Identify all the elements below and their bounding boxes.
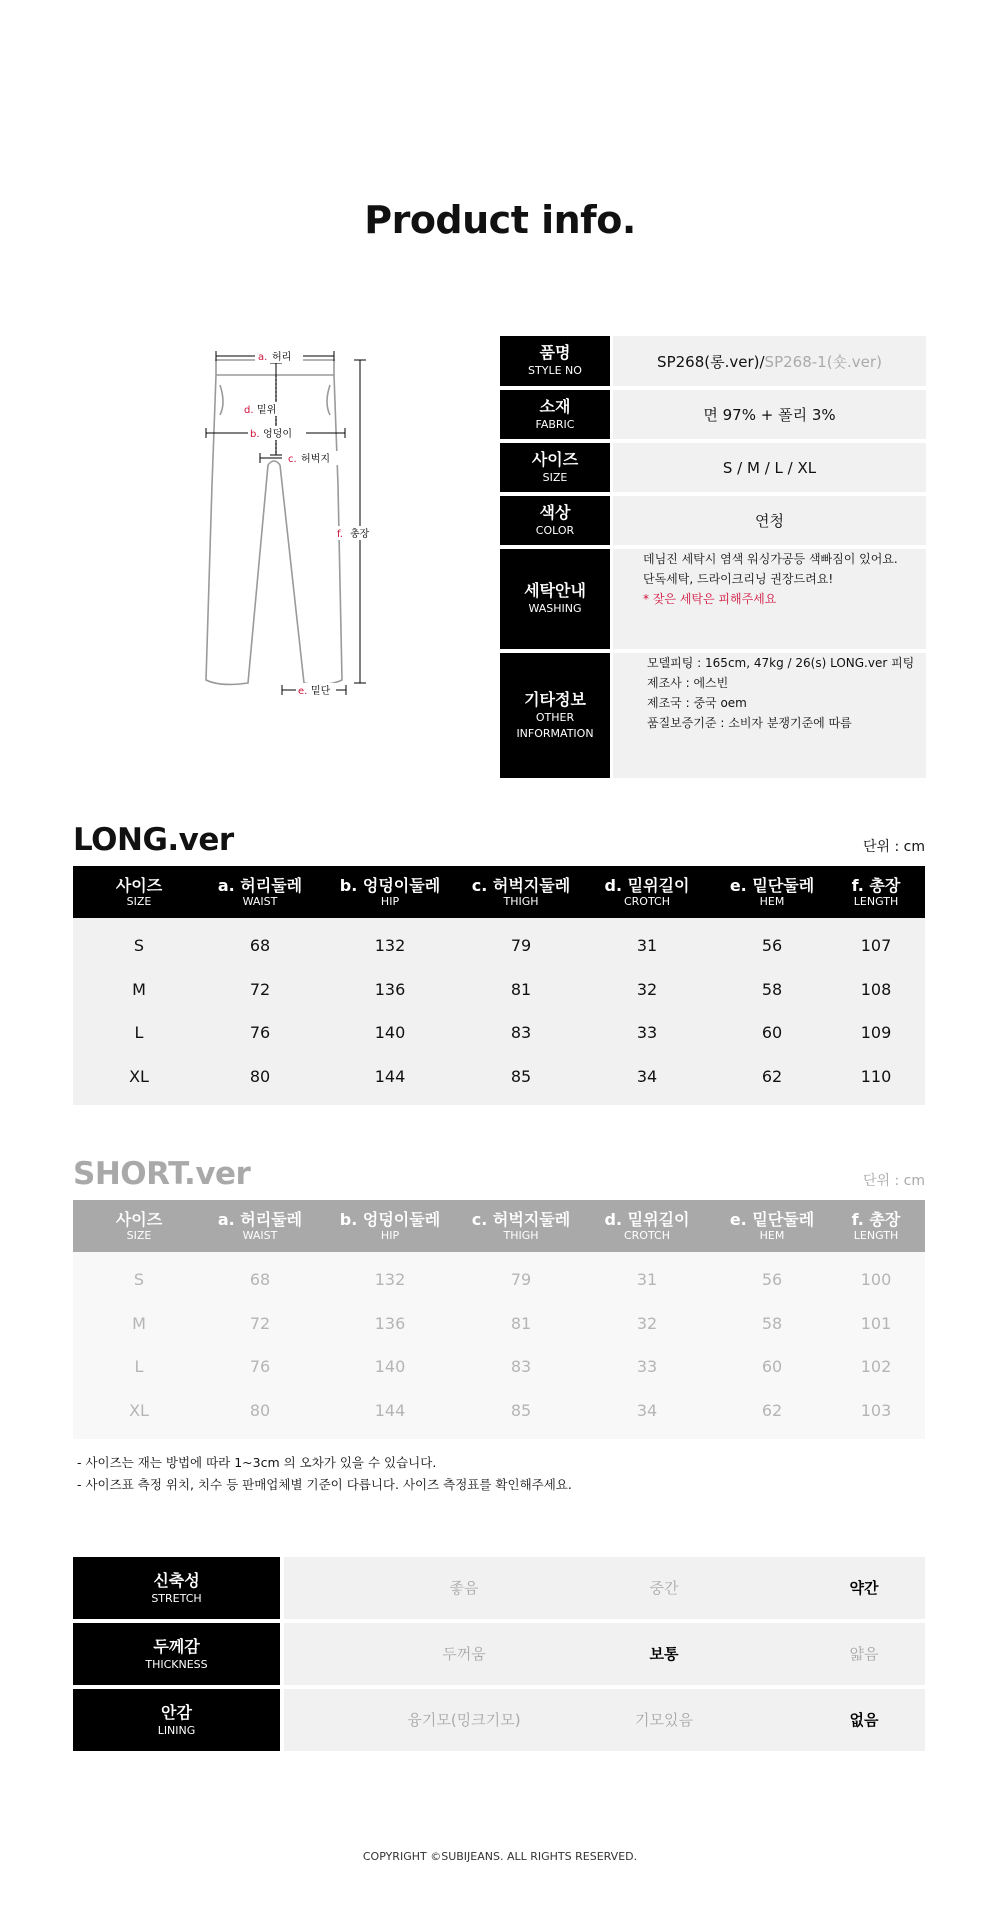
long-section-title: LONG.ver (73, 822, 234, 858)
table-cell: S (133, 1270, 145, 1290)
info-row-color (500, 496, 926, 545)
table-cell: 83 (510, 1357, 532, 1377)
column-header-ko: b. 엉덩이둘레 (339, 1209, 441, 1229)
table-cell: 68 (249, 1270, 271, 1290)
info-head-washing (500, 549, 610, 649)
info-head-en: INFORMATION (516, 726, 594, 740)
style-no-short: SP268-1(숏.ver) (764, 352, 882, 371)
table-row (73, 1302, 925, 1346)
other-line-4: 품질보증기준 : 소비자 분쟁기준에 따름 (647, 716, 852, 730)
table-cell: M (132, 979, 146, 999)
long-unit-label: 단위 : cm (862, 839, 925, 855)
column-header-en: THIGH (503, 894, 539, 908)
column-header-en: HIP (380, 1228, 400, 1242)
column-header-ko: c. 허벅지둘레 (471, 875, 571, 895)
size-notes (77, 1452, 572, 1496)
property-head-ko: 두께감 (153, 1636, 200, 1656)
property-head-ko: 신축성 (153, 1570, 200, 1590)
table-cell: 60 (761, 1023, 783, 1043)
property-row (73, 1557, 925, 1619)
property-option: 두꺼움 (442, 1645, 486, 1663)
info-head-ko: 사이즈 (531, 449, 579, 469)
table-cell: 101 (860, 1313, 892, 1333)
column-header (73, 1200, 205, 1252)
table-row (73, 1011, 925, 1055)
column-header (205, 1200, 315, 1252)
table-cell: 56 (761, 1270, 783, 1290)
column-header-ko: a. 허리둘레 (217, 875, 303, 895)
column-header-en: SIZE (126, 1228, 152, 1242)
product-info-table (500, 336, 926, 782)
f-letter: f. (337, 529, 343, 540)
e-letter: e. (298, 686, 308, 697)
info-row-fabric (500, 390, 926, 439)
info-head-en: OTHER (535, 710, 575, 724)
column-header-ko: b. 엉덩이둘레 (339, 875, 441, 895)
table-row (73, 1345, 925, 1389)
column-header (465, 1200, 577, 1252)
washing-line-1: 데님진 세탁시 염색 워싱가공등 색빠짐이 있어요. (643, 552, 898, 566)
table-cell: 32 (636, 1313, 658, 1333)
table-cell: 108 (860, 979, 892, 999)
column-header (577, 866, 717, 918)
info-head-en: STYLE NO (528, 364, 582, 377)
e-label: 밑단 (311, 686, 331, 697)
property-head-en: THICKNESS (145, 1657, 208, 1671)
table-cell: 136 (374, 1313, 406, 1333)
table-cell: 102 (860, 1357, 892, 1377)
table-cell: 31 (636, 1270, 658, 1290)
other-line-1: 모델피팅 : 165cm, 47kg / 26(s) LONG.ver 피팅 (647, 656, 915, 670)
short-table-body (73, 1252, 925, 1439)
info-row-style-no (500, 336, 926, 386)
table-row (73, 924, 925, 968)
property-head (73, 1557, 280, 1619)
column-header (73, 866, 205, 918)
column-header (827, 1200, 925, 1252)
column-header-en: WAIST (242, 1228, 278, 1242)
property-options (284, 1689, 925, 1751)
table-cell: 62 (761, 1066, 783, 1086)
table-cell: 81 (510, 1313, 532, 1333)
short-table-header (73, 1200, 925, 1252)
column-header-en: LENGTH (853, 894, 899, 908)
table-cell: 60 (761, 1357, 783, 1377)
table-cell: 79 (510, 936, 532, 956)
style-no-long: SP268(롱.ver)/ (657, 352, 765, 371)
column-header-ko: d. 밑위길이 (604, 1209, 690, 1229)
washing-line-2: 단독세탁, 드라이크리닝 권장드려요! (643, 572, 834, 586)
info-head-fabric (500, 390, 610, 439)
column-header-en: WAIST (242, 894, 278, 908)
table-cell: 85 (510, 1066, 532, 1086)
table-row (73, 968, 925, 1012)
column-header-en: THIGH (503, 1228, 539, 1242)
info-row-size (500, 443, 926, 492)
table-cell: XL (129, 1400, 149, 1420)
table-cell: 80 (249, 1066, 271, 1086)
info-head-ko: 소재 (539, 396, 571, 416)
info-head-en: COLOR (535, 523, 575, 537)
table-cell: L (134, 1023, 144, 1043)
info-value-size: S / M / L / XL (613, 443, 926, 492)
property-head (73, 1689, 280, 1751)
column-header (315, 866, 465, 918)
property-options (284, 1623, 925, 1685)
info-head-style-no (500, 336, 610, 386)
info-head-en: SIZE (542, 470, 568, 484)
table-cell: 103 (860, 1400, 892, 1420)
property-row (73, 1623, 925, 1685)
info-value-washing (613, 549, 926, 649)
table-cell: 34 (636, 1400, 658, 1420)
info-head-en: WASHING (528, 602, 582, 615)
d-letter: d. (244, 405, 254, 416)
column-header-en: HEM (759, 1228, 785, 1242)
info-value-color: 연청 (613, 496, 926, 545)
column-header-en: HEM (759, 894, 785, 908)
size-note: - 사이즈표 측정 위치, 치수 등 판매업체별 기준이 다릅니다. 사이즈 측정표를 확인해주세요. (77, 1477, 572, 1492)
table-cell: 140 (374, 1023, 406, 1043)
table-cell: 31 (636, 936, 658, 956)
short-size-table (73, 1200, 925, 1439)
footer-copyright: COPYRIGHT ©SUBIJEANS. ALL RIGHTS RESERVED. (362, 1850, 638, 1863)
column-header (827, 866, 925, 918)
column-header-en: CROTCH (623, 894, 670, 908)
property-option: 융기모(밍크기모) (407, 1711, 521, 1729)
washing-warning: * 잦은 세탁은 피해주세요 (643, 592, 777, 606)
table-cell: 110 (860, 1066, 892, 1086)
other-line-2: 제조사 : 에스빈 (647, 676, 729, 690)
c-letter: c. (288, 454, 297, 465)
page-title: Product info. (364, 198, 636, 242)
short-unit-label: 단위 : cm (862, 1173, 925, 1189)
property-options (284, 1557, 925, 1619)
info-head-ko: 기타정보 (524, 689, 586, 709)
table-cell: L (134, 1357, 144, 1377)
column-header (315, 1200, 465, 1252)
column-header-ko: e. 밑단둘레 (729, 1209, 815, 1229)
column-header (205, 866, 315, 918)
column-header-en: LENGTH (853, 1228, 899, 1242)
table-cell: 83 (510, 1023, 532, 1043)
property-head-ko: 안감 (161, 1702, 192, 1722)
info-value-style-no (613, 336, 926, 386)
property-option: 중간 (649, 1579, 679, 1597)
property-option: 기모있음 (635, 1711, 693, 1729)
property-head (73, 1623, 280, 1685)
info-value-other (613, 653, 926, 778)
table-cell: 79 (510, 1270, 532, 1290)
property-row (73, 1689, 925, 1751)
size-note: - 사이즈는 재는 방법에 따라 1~3cm 의 오차가 있을 수 있습니다. (77, 1455, 437, 1470)
table-cell: 58 (761, 979, 783, 999)
table-cell: 33 (636, 1357, 658, 1377)
column-header-ko: e. 밑단둘레 (729, 875, 815, 895)
info-row-other (500, 653, 926, 778)
column-header-en: SIZE (126, 894, 152, 908)
b-letter: b. (250, 429, 260, 440)
table-cell: 132 (374, 1270, 406, 1290)
table-cell: 68 (249, 936, 271, 956)
table-cell: 140 (374, 1357, 406, 1377)
info-head-color (500, 496, 610, 545)
table-cell: 72 (249, 979, 271, 999)
column-header-ko: 사이즈 (115, 875, 163, 895)
table-cell: 100 (860, 1270, 892, 1290)
b-label: 엉덩이 (263, 429, 292, 440)
column-header-ko: a. 허리둘레 (217, 1209, 303, 1229)
property-head-en: LINING (157, 1723, 196, 1737)
table-cell: 34 (636, 1066, 658, 1086)
pants-measurement-diagram (200, 345, 380, 755)
table-cell: 56 (761, 936, 783, 956)
column-header (577, 1200, 717, 1252)
table-cell: M (132, 1313, 146, 1333)
property-head-en: STRETCH (151, 1591, 202, 1605)
table-cell: 144 (374, 1066, 406, 1086)
f-label: 총장 (350, 529, 370, 540)
fabric-property-table (73, 1557, 925, 1755)
column-header-ko: f. 총장 (851, 875, 901, 895)
table-cell: 76 (249, 1357, 271, 1377)
property-option: 좋음 (449, 1579, 479, 1597)
table-cell: 76 (249, 1023, 271, 1043)
column-header-ko: d. 밑위길이 (604, 875, 690, 895)
d-label: 밑위 (257, 405, 277, 416)
column-header-ko: 사이즈 (115, 1209, 163, 1229)
table-cell: 58 (761, 1313, 783, 1333)
property-option-selected: 보통 (649, 1645, 679, 1663)
info-row-washing (500, 549, 926, 649)
column-header (717, 866, 827, 918)
table-cell: 81 (510, 979, 532, 999)
info-head-ko: 품명 (539, 343, 571, 362)
table-cell: 136 (374, 979, 406, 999)
table-cell: 80 (249, 1400, 271, 1420)
property-option-selected: 없음 (849, 1711, 879, 1729)
info-head-ko: 색상 (539, 502, 571, 522)
property-option-selected: 약간 (849, 1579, 879, 1597)
table-cell: 144 (374, 1400, 406, 1420)
table-cell: 85 (510, 1400, 532, 1420)
table-cell: 32 (636, 979, 658, 999)
column-header (717, 1200, 827, 1252)
column-header-ko: f. 총장 (851, 1209, 901, 1229)
long-table-header (73, 866, 925, 918)
info-head-en: FABRIC (535, 417, 575, 431)
info-head-size (500, 443, 610, 492)
table-cell: 109 (860, 1023, 892, 1043)
info-head-ko: 세탁안내 (524, 581, 586, 600)
info-value-fabric: 면 97% + 폴리 3% (613, 390, 926, 439)
long-size-table (73, 866, 925, 1105)
table-cell: XL (129, 1066, 149, 1086)
a-letter: a. (258, 352, 268, 363)
long-table-body (73, 918, 925, 1105)
table-cell: 107 (860, 936, 892, 956)
a-label: 허리 (272, 352, 292, 363)
table-cell: S (133, 936, 145, 956)
other-line-3: 제조국 : 중국 oem (647, 696, 747, 710)
table-row (73, 1389, 925, 1433)
table-row (73, 1055, 925, 1099)
table-cell: 62 (761, 1400, 783, 1420)
short-section-title: SHORT.ver (73, 1156, 251, 1192)
table-row (73, 1258, 925, 1302)
c-label: 허벅지 (301, 454, 330, 465)
column-header (465, 866, 577, 918)
column-header-en: CROTCH (623, 1228, 670, 1242)
property-option: 얇음 (849, 1645, 879, 1663)
column-header-en: HIP (380, 894, 400, 908)
table-cell: 132 (374, 936, 406, 956)
table-cell: 33 (636, 1023, 658, 1043)
column-header-ko: c. 허벅지둘레 (471, 1209, 571, 1229)
info-head-other (500, 653, 610, 778)
table-cell: 72 (249, 1313, 271, 1333)
